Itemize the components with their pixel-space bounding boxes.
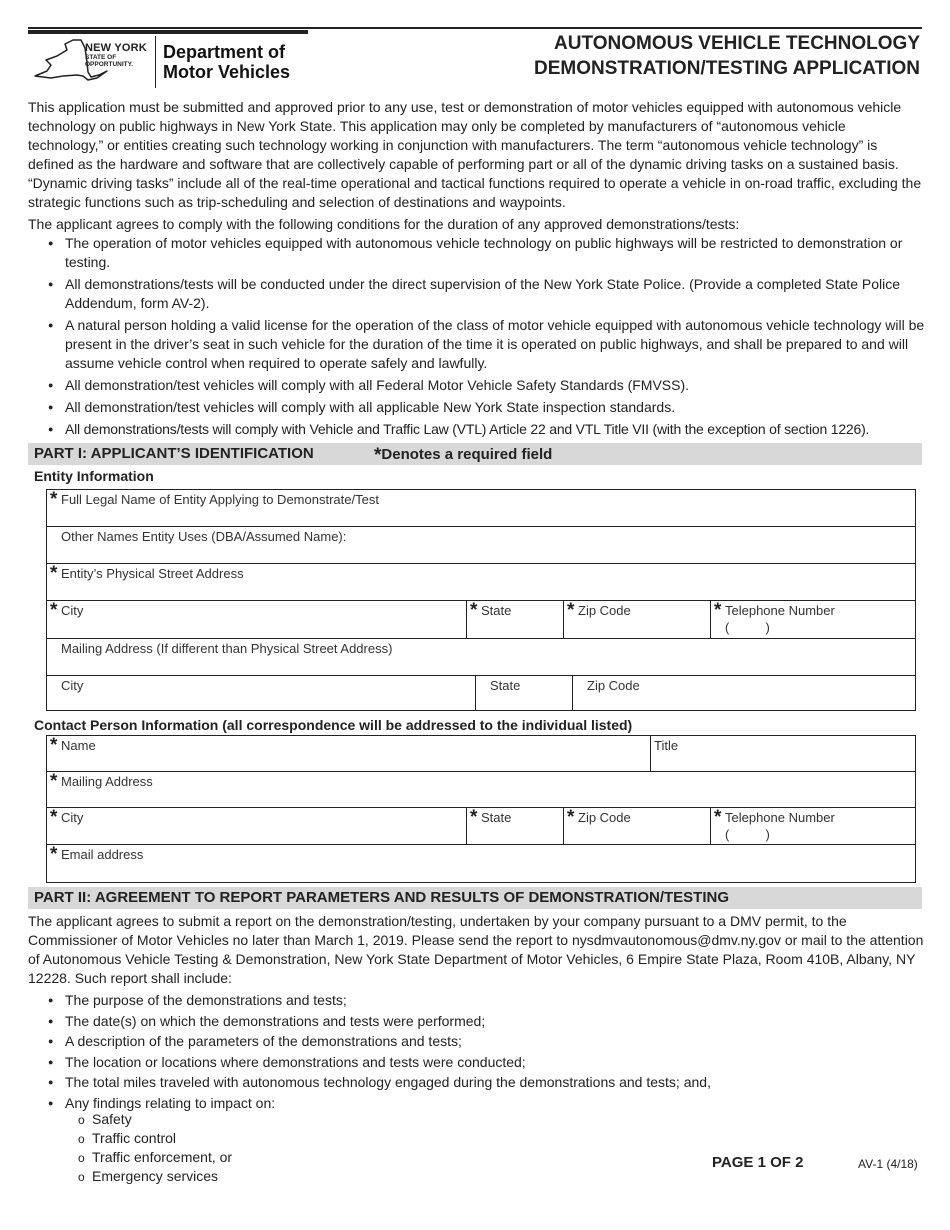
required-star: * [50, 563, 58, 584]
contact-info-table [46, 735, 916, 883]
field-label: City [61, 603, 84, 618]
required-star: * [470, 807, 478, 828]
condition-item: ● All demonstrations/tests will comply with Vehicle and Traffic Law (VTL) Article 22 and VTL Title VII (with the exception of section 1226). [48, 420, 926, 439]
required-star: * [567, 807, 575, 828]
field-label: State [481, 810, 512, 825]
report-item: ● The total miles traveled with autonomous technology engaged during the demonstrations and tests; and, [48, 1072, 918, 1093]
report-item: ● Any findings relating to impact on: [48, 1093, 918, 1114]
impact-item: o Traffic control [78, 1129, 232, 1148]
impact-item: o Emergency services [78, 1167, 232, 1186]
ny-logo-line1: NEW YORK [85, 42, 147, 54]
required-star: * [470, 600, 478, 621]
condition-item: ● The operation of motor vehicles equipped with autonomous vehicle technology on public highways will be restricted to demonstration or testing. [48, 234, 926, 272]
entity-mailing-zip-field[interactable] [573, 676, 915, 710]
logo-divider [155, 36, 156, 88]
required-star: * [50, 844, 58, 865]
required-star: * [50, 807, 58, 828]
entity-info-heading: Entity Information [34, 468, 154, 484]
required-star: * [50, 489, 58, 510]
contact-title-field[interactable] [651, 736, 915, 771]
ny-logo-text [85, 43, 147, 68]
entity-info-table [46, 489, 916, 711]
form-title-line2: DEMONSTRATION/TESTING APPLICATION [534, 58, 920, 79]
report-item: ● A description of the parameters of the demonstrations and tests; [48, 1031, 918, 1052]
entity-full-name-field[interactable] [47, 490, 915, 526]
entity-other-names-field[interactable] [47, 527, 915, 563]
report-item: ● The location or locations where demonstrations and tests were conducted; [48, 1052, 918, 1073]
area-code-parens: ( ) [725, 827, 770, 842]
conditions-list [48, 234, 926, 442]
form-code: AV-1 (4/18) [858, 1157, 918, 1171]
logo-rule [28, 30, 308, 34]
field-label: City [61, 810, 84, 825]
form-title-line1: AUTONOMOUS VEHICLE TECHNOLOGY [554, 33, 920, 54]
department-name [163, 42, 290, 82]
contact-telephone-field[interactable] [711, 808, 915, 844]
contact-email-field[interactable] [47, 845, 915, 882]
ny-logo-line3: OPPORTUNITY. [85, 60, 134, 68]
part2-body: The applicant agrees to submit a report on the demonstration/testing, undertaken by your company pursuant to a DMV permit, to the Commissioner of Motor Vehicles no later than March 1, 2019. Please send the report to nysdmvautonomous@dmv.ny.gov or mail to the attention of Autonomous Vehicle Testing & Demonstration, New York State Department of Motor Vehicles, 6 Empire State Plaza, Room 410B, Albany, NY 12228. Such report shall include: [28, 913, 924, 986]
report-item: ● The purpose of the demonstrations and tests; [48, 990, 918, 1011]
field-label: State [490, 678, 521, 693]
dmv-logo [33, 36, 313, 92]
form-title [534, 31, 920, 81]
contact-mailing-address-field[interactable] [47, 772, 915, 807]
ny-logo-line2: STATE OF [85, 54, 117, 61]
condition-item: ● A natural person holding a valid license for the operation of the class of motor vehicle equipped with autonomous vehicle technology will be present in the driver’s seat in such vehicle for the duration of the time it is operated on public highways, and shall be prepared to and will assume vehicle control when required to operate safely and lawfully. [48, 316, 926, 373]
required-star: * [50, 735, 58, 756]
entity-zip-field[interactable] [564, 601, 711, 638]
impact-item: o Safety [78, 1110, 232, 1129]
entity-mailing-address-field[interactable] [47, 639, 915, 675]
field-label: Mailing Address [61, 774, 153, 789]
contact-city-field[interactable] [47, 808, 467, 844]
required-star: * [714, 600, 722, 621]
contact-info-heading: Contact Person Information (all correspondence will be addressed to the individual listed) [34, 717, 633, 733]
required-field-note [374, 443, 552, 466]
field-label: Telephone Number [725, 810, 835, 825]
contact-zip-field[interactable] [564, 808, 711, 844]
entity-mailing-state-field[interactable] [476, 676, 573, 710]
field-label: Title [654, 738, 679, 753]
entity-city-field[interactable] [47, 601, 467, 638]
intro-paragraph: This application must be submitted and approved prior to any use, test or demonstration of motor vehicles equipped with autonomous vehicle technology on public highways in New York State. This application may only be completed by manufacturers of “autonomous vehicle technology,” or entities creating such technology working in conjunction with manufacturers. The term “autonomous vehicle technology” is defined as the hardware and software that are collectively capable of performing part or all of the dynamic driving tasks on a sustained basis. “Dynamic driving tasks” include all of the real-time operational and tactical functions required to operate a vehicle in on-road traffic, excluding the strategic functions such as trip-scheduling and selection of destinations and waypoints. [28, 99, 922, 210]
field-label: Mailing Address (If different than Physical Street Address) [61, 641, 393, 656]
report-item: ● The date(s) on which the demonstrations and tests were performed; [48, 1011, 918, 1032]
required-star: * [50, 771, 58, 792]
condition-item: ● All demonstrations/tests will be conducted under the direct supervision of the New York State Police. (Provide a completed State Police Addendum, form AV-2). [48, 275, 926, 313]
required-star: * [567, 600, 575, 621]
field-label: State [481, 603, 512, 618]
required-note-text: Denotes a required field [381, 446, 553, 463]
required-star: * [714, 807, 722, 828]
field-label: Telephone Number [725, 603, 835, 618]
field-label: Name [61, 738, 96, 753]
entity-mailing-city-field[interactable] [47, 676, 476, 710]
department-name-line1: Department of [163, 42, 286, 62]
top-rule [28, 27, 922, 29]
condition-item: ● All demonstration/test vehicles will comply with all Federal Motor Vehicle Safety Standards (FMVSS). [48, 376, 926, 395]
impact-sublist [78, 1110, 232, 1186]
required-star: * [50, 600, 58, 621]
impact-item: o Traffic enforcement, or [78, 1148, 232, 1167]
department-name-line2: Motor Vehicles [163, 62, 291, 82]
field-label: Zip Code [587, 678, 640, 693]
contact-name-field[interactable] [47, 736, 651, 771]
field-label: Full Legal Name of Entity Applying to Demonstrate/Test [61, 492, 379, 507]
entity-street-address-field[interactable] [47, 564, 915, 600]
entity-state-field[interactable] [467, 601, 564, 638]
field-label: City [61, 678, 84, 693]
part1-title: PART I: APPLICANT’S IDENTIFICATION [34, 445, 314, 462]
field-label: Entity’s Physical Street Address [61, 566, 244, 581]
page-number: PAGE 1 OF 2 [712, 1154, 804, 1171]
condition-item: ● All demonstration/test vehicles will comply with all applicable New York State inspection standards. [48, 398, 926, 417]
area-code-parens: ( ) [725, 620, 770, 635]
field-label: Other Names Entity Uses (DBA/Assumed Name): [61, 529, 347, 544]
conditions-intro: The applicant agrees to comply with the following conditions for the duration of any approved demonstrations/tests: [28, 216, 740, 232]
field-label: Zip Code [578, 810, 631, 825]
required-star: * [374, 445, 382, 466]
field-label: Zip Code [578, 603, 631, 618]
part2-header: PART II: AGREEMENT TO REPORT PARAMETERS AND RESULTS OF DEMONSTRATION/TESTING [28, 887, 922, 909]
entity-telephone-field[interactable] [711, 601, 915, 638]
field-label: Email address [61, 847, 144, 862]
contact-state-field[interactable] [467, 808, 564, 844]
report-items-list [48, 990, 918, 1113]
part1-header [28, 443, 922, 465]
